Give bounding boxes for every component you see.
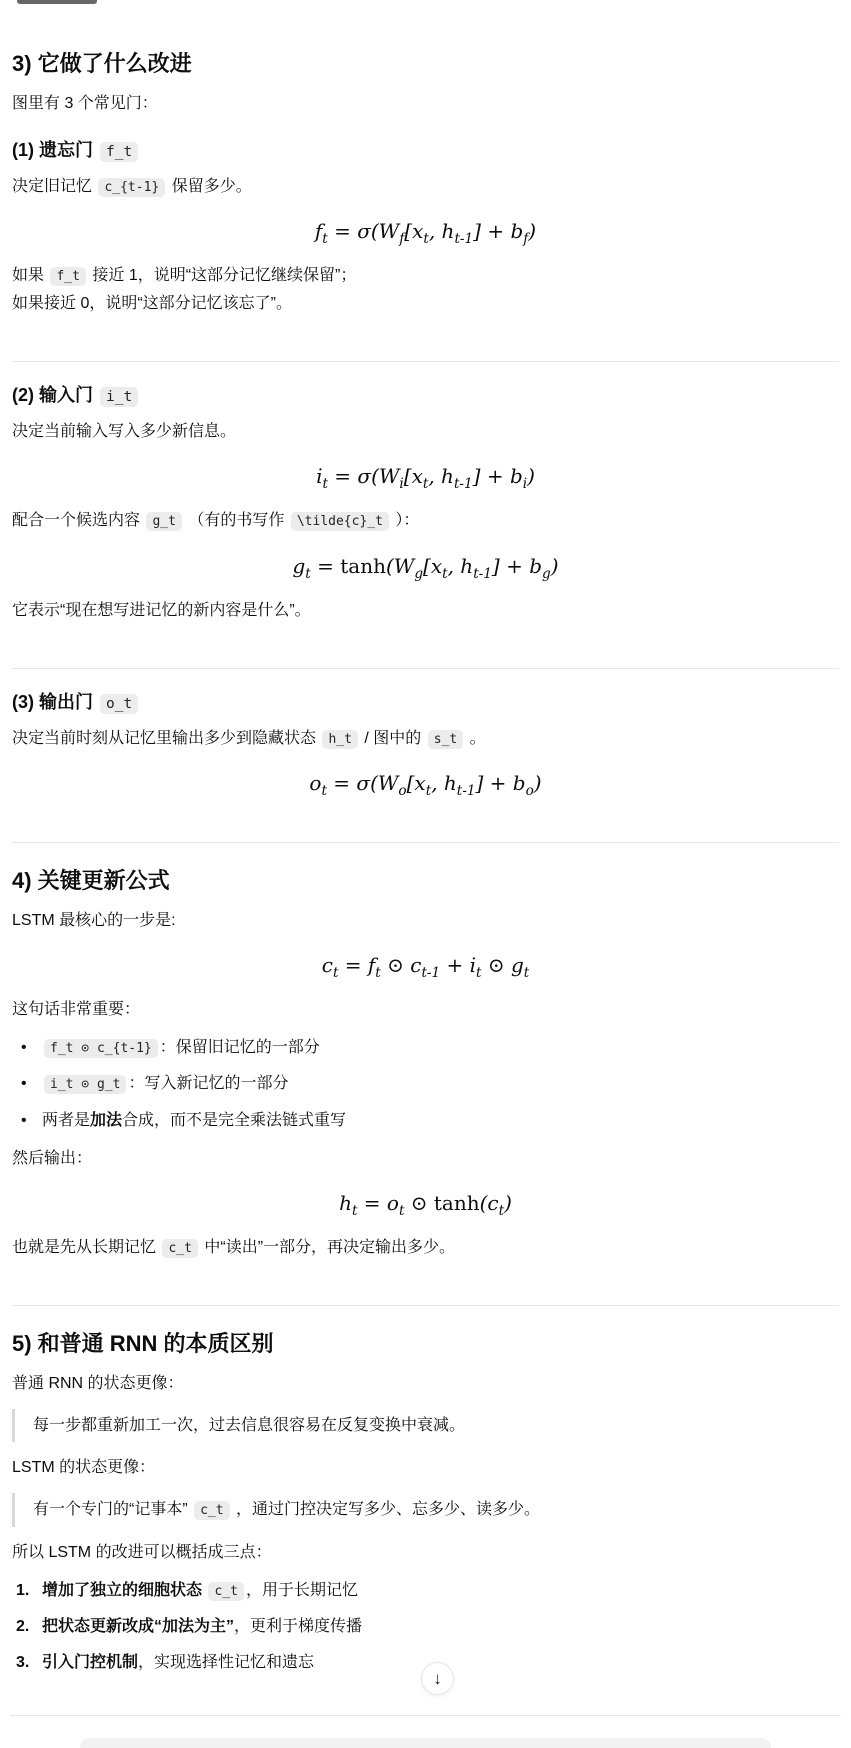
math-formula: $g_t = \tanh(W_g[x_t$, $h_{t-1}] + b_g$) (292, 553, 559, 582)
inline-code: c_t (208, 1582, 243, 1601)
list-item: • f_t ⊙ c_{t-1} ：保留旧记忆的一部分 (42, 1034, 839, 1061)
paragraph: 如果 f_t 接近 1，说明“这部分记忆继续保留”； 如果接近 0，说明“这部分记忆该忘了”。 (12, 267, 357, 312)
list-item: • 两者是加法合成，而不是完全乘法链式重写 (42, 1107, 839, 1134)
inline-code: i_t (100, 387, 138, 407)
bold-text: 增加了独立的细胞状态 (42, 1581, 203, 1599)
numbered-list (12, 1577, 839, 1677)
paragraph: 决定旧记忆 c_{t-1} 保留多少。 (12, 178, 252, 196)
scroll-to-bottom-button[interactable] (421, 1662, 454, 1695)
paragraph: 配合一个候选内容 g_t （有的书写作 \tilde{c}_t ）： (12, 512, 420, 530)
arrow-down-icon: ↓ (433, 1669, 442, 1688)
bullet-list (12, 1034, 839, 1134)
inline-code: f_t (100, 142, 138, 162)
paragraph: 图里有 3 个常见门： (12, 94, 158, 112)
paragraph: LSTM 的状态更像： (12, 1459, 156, 1477)
inline-code: g_t (146, 512, 181, 531)
paragraph: 它表示“现在想写进记忆的新内容是什么”。 (12, 601, 311, 619)
math-formula: $o_t = \sigma(W_o[x_t$, $h_{t-1}] + b_o$) (309, 771, 542, 800)
section-divider (12, 668, 839, 669)
inline-code: h_t (322, 730, 357, 749)
bold-text: 加法 (90, 1111, 123, 1129)
section-heading: (2) 输入门 i_t (12, 384, 839, 407)
paragraph: LSTM 最核心的一步是: (12, 911, 176, 929)
paragraph: 普通 RNN 的状态更像： (12, 1374, 184, 1392)
paragraph: 决定当前输入写入多少新信息。 (12, 423, 237, 441)
section-divider (12, 1305, 839, 1306)
paragraph: 然后输出： (12, 1149, 93, 1167)
cropped-code-block-fragment (17, 0, 97, 4)
section-heading: 3) 它做了什么改进 (12, 51, 192, 76)
paragraph: 也就是先从长期记忆 c_t 中“读出”一部分，再决定输出多少。 (12, 1238, 456, 1256)
inline-code: f_t ⊙ c_{t-1} (44, 1039, 158, 1058)
math-formula: $f_t = \sigma(W_f[x_t$, $h_{t-1}] + b_f$) (314, 219, 537, 248)
list-item: 把状态更新改成“加法为主”，更利于梯度传播 (42, 1617, 363, 1635)
inline-code: i_t ⊙ g_t (44, 1075, 126, 1094)
paragraph: 所以 LSTM 的改进可以概括成三点： (12, 1543, 272, 1561)
section-heading: 5) 和普通 RNN 的本质区别 (12, 1331, 274, 1357)
section-divider (12, 842, 839, 843)
list-item: 增加了独立的细胞状态 c_t ，用于长期记忆 (42, 1581, 358, 1599)
section-heading: (1) 遗忘门 f_t (12, 139, 839, 162)
paragraph: 决定当前时刻从记忆里输出多少到隐藏状态 h_t / 图中的 s_t 。 (12, 730, 486, 748)
inline-code: c_{t-1} (98, 178, 165, 197)
section-heading: 4) 关键更新公式 (12, 868, 170, 894)
math-formula: $i_t = \sigma(W_i[x_t$, $h_{t-1}] + b_i$) (316, 464, 535, 493)
blockquote: 有一个专门的“记事本” c_t ，通过门控决定写多少、忘多少、读多少。 (12, 1493, 839, 1526)
list-item: 引入门控机制，实现选择性记忆和遗忘 (42, 1654, 315, 1672)
inline-code: s_t (428, 730, 463, 749)
inline-code: c_t (194, 1501, 229, 1520)
inline-code: \tilde{c}_t (291, 512, 389, 531)
blockquote: 每一步都重新加工一次，过去信息很容易在反复变换中衰减。 (12, 1409, 839, 1442)
section-heading: (3) 输出门 o_t (12, 691, 839, 714)
inline-code: c_t (162, 1239, 197, 1258)
math-formula: $c_t = f_t$ ⊙ $c_{t-1} + i_t$ ⊙ $g_t$ (321, 953, 530, 982)
inline-code: f_t (50, 267, 85, 286)
math-formula: $h_t = o_t$ ⊙ $\tanh(c_t)$ (339, 1190, 512, 1219)
bold-text: 把状态更新改成“加法为主” (42, 1617, 235, 1635)
paragraph: 这句话非常重要： (12, 1001, 141, 1019)
inline-code: o_t (100, 694, 138, 714)
bold-text: 引入门控机制 (42, 1654, 139, 1672)
section-divider (12, 361, 839, 362)
footer-divider (10, 1715, 841, 1716)
list-item: • i_t ⊙ g_t ：写入新记忆的一部分 (42, 1070, 839, 1097)
composer-input-top-edge[interactable] (80, 1738, 771, 1748)
